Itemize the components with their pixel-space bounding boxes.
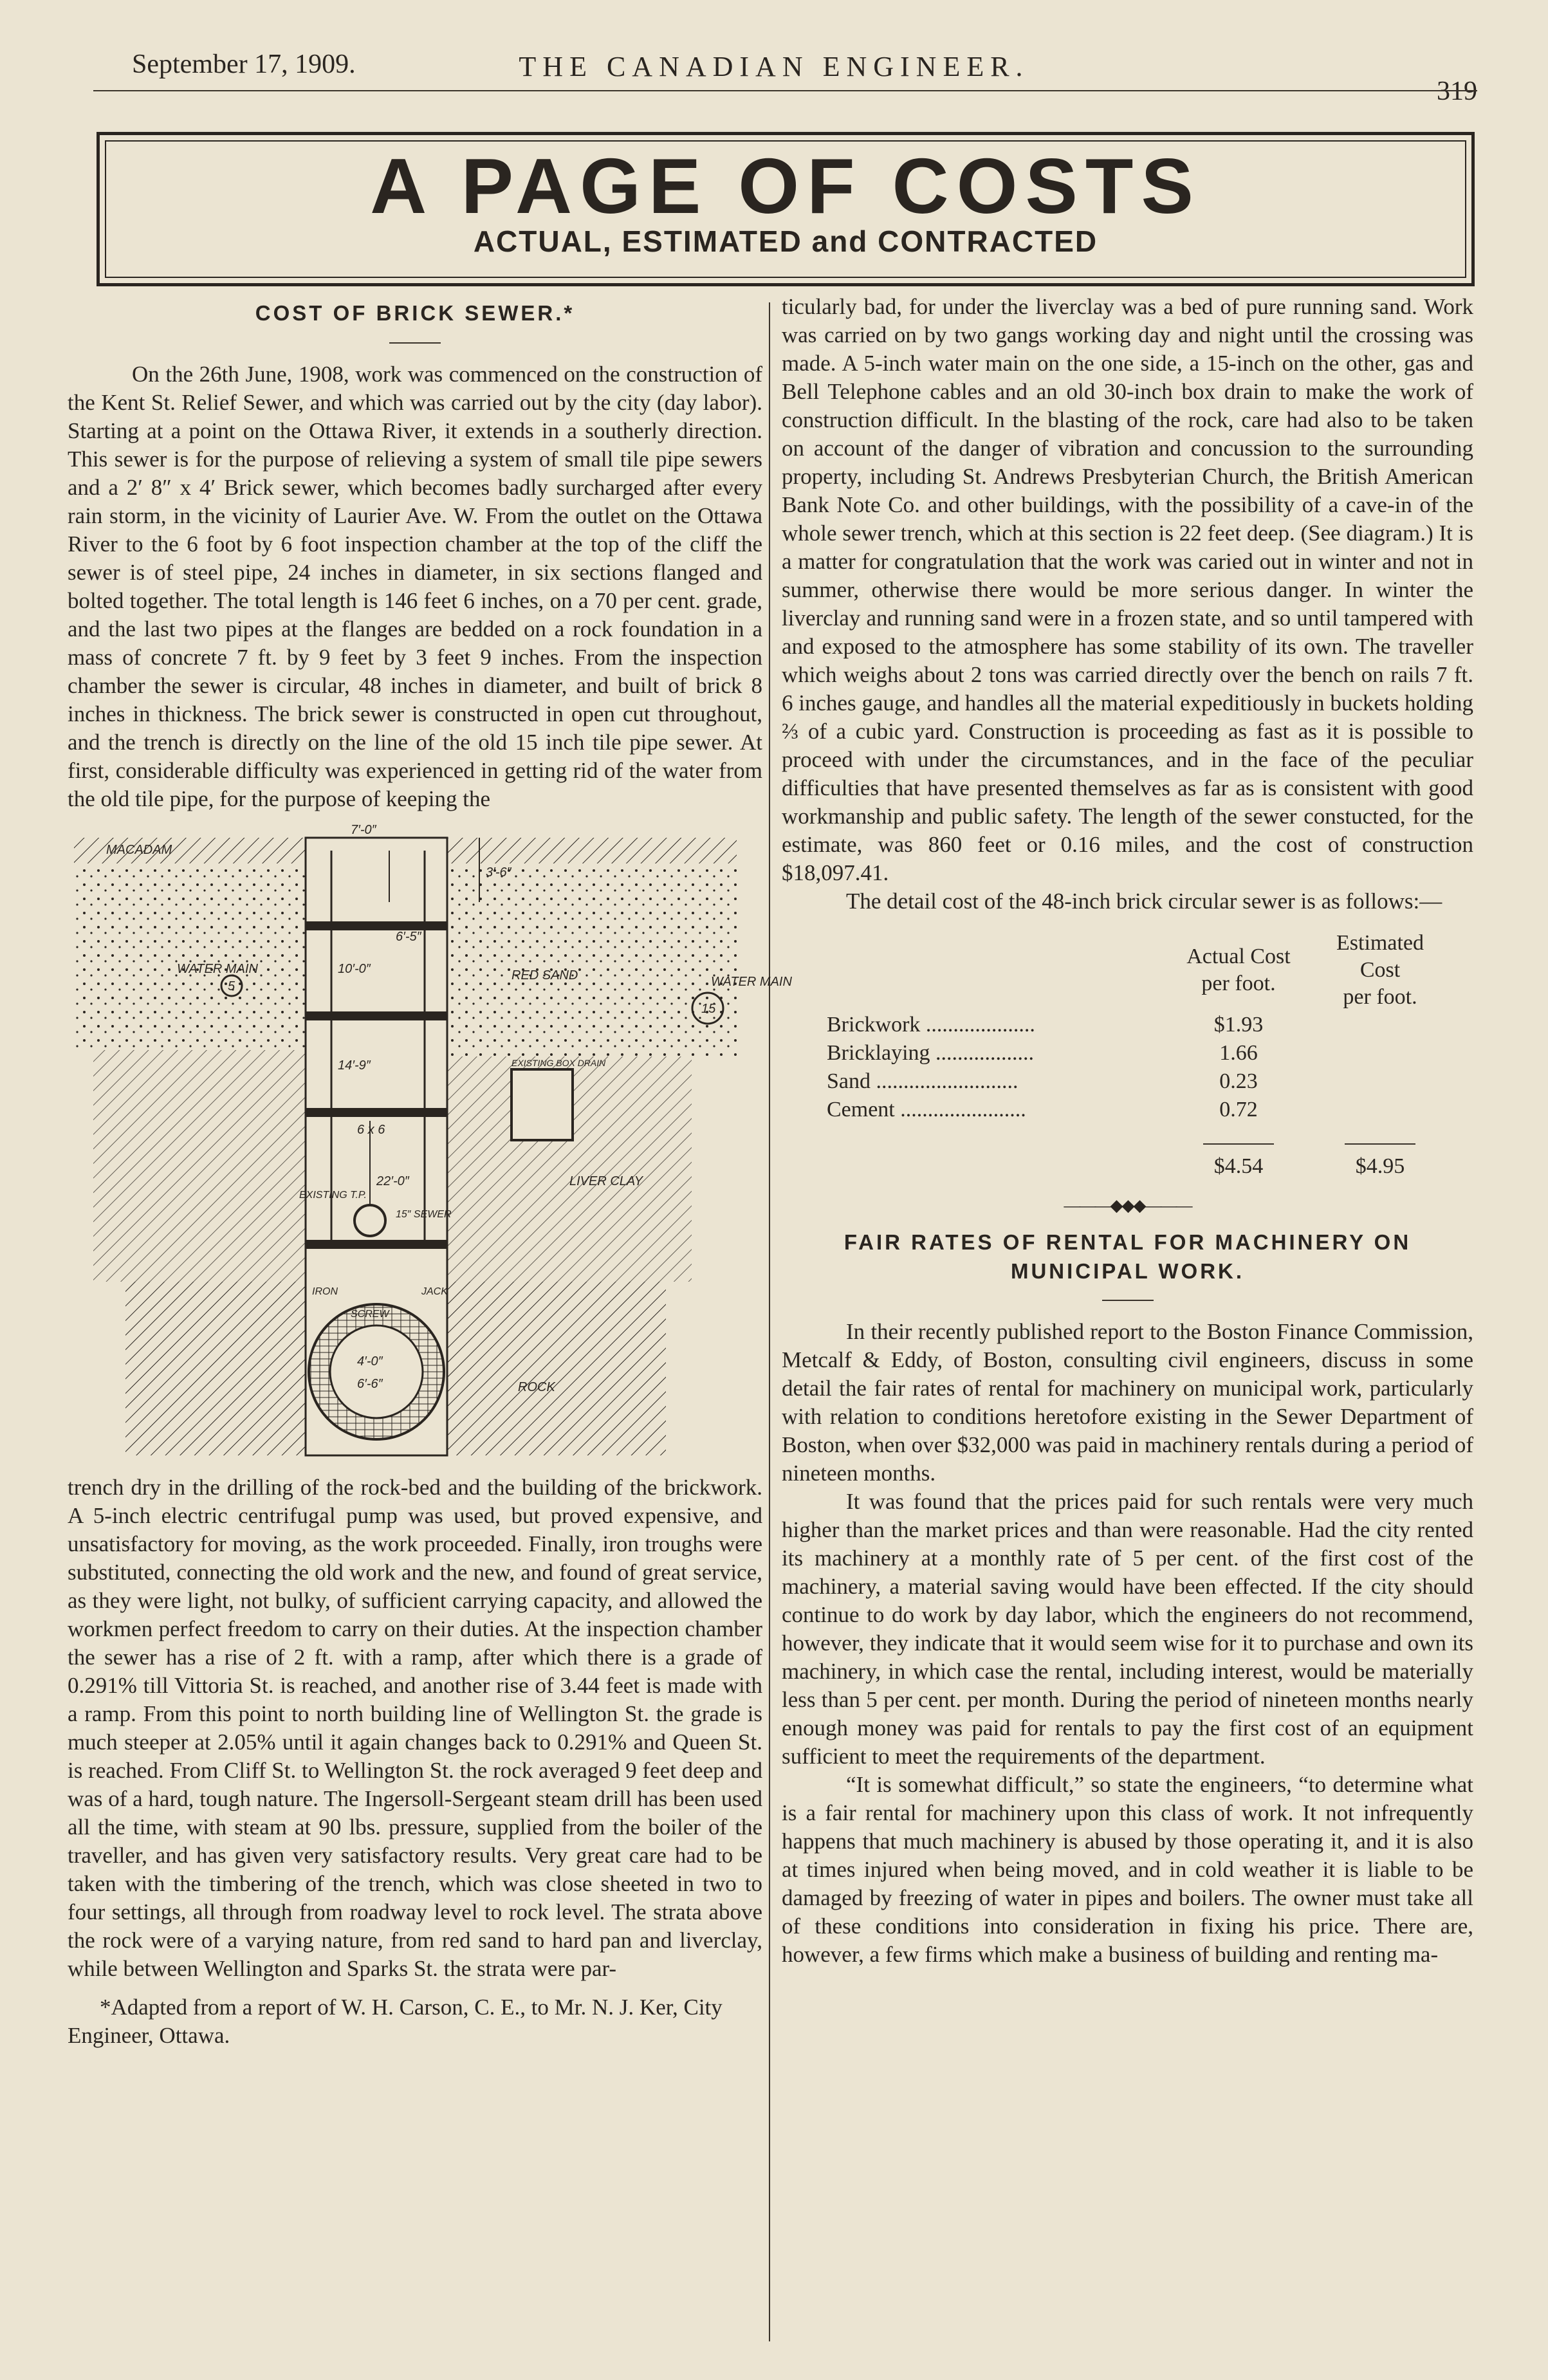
article-paragraph: On the 26th June, 1908, work was commenced on the construction of the Kent St. Relief Sewer, and which was carried out by the city (day labor). Starting at a point on the Ottawa River, it extends in a southerly direction. This sewer is for the purpose of relieving a system of small tile pipe sewers and a 2′ 8″ x 4′ Brick sewer, which becomes badly surcharged after every rain storm, in the vicinity of Laurier Ave. W. From the outlet on the Ottawa River to the 6 foot by 6 foot inspection chamber at the top of the cliff the sewer is of steel pipe, 24 inches in diameter, in six sections flanged and bolted together. The total length is 146 feet 6 inches, on a 70 per cent. grade, and the last two pipes at the flanges are bedded on a rock foundation in a mass of concrete 7 ft. by 9 feet by 3 feet 9 inches. From the inspection chamber the sewer is circular, 48 inches in diameter, and built of brick 8 inches in thickness. The brick sewer is constructed in open cut throughout, and the trench is directly on the line of the old 15 inch tile pipe sewer. At first, considerable difficulty was experienced in getting rid of the water from the old tile pipe, for the purpose of keeping the <box>68 361 762 811</box>
total-estimated: $4.95 <box>1355 1154 1405 1178</box>
label-box-drain: EXISTING BOX DRAIN <box>511 1057 606 1068</box>
label-depth-c: 6′-5″ <box>396 929 421 944</box>
label-screw: SCREW <box>351 1308 389 1320</box>
article-paragraph: The detail cost of the 48-inch brick circular sewer is as follows:— <box>846 889 1442 914</box>
label-dim-outer: 6′-6″ <box>357 1376 383 1391</box>
macadam-right <box>447 838 737 863</box>
heading-rule <box>1102 1300 1154 1301</box>
section-ornament: ———◆◆◆——— <box>1064 1196 1192 1215</box>
article-paragraph: It was found that the prices paid for such rentals were very much higher than the market prices and than were reasonable. Had the city rented its machinery at a monthly rate of 5 per cent. of the first cost of the machinery, a material saving would have been effected. If the city should continue to do work by day labor, which the engineers do not recommend, however, they indicate that it would seem wise for it to purchase and own its machinery, in which case the rental, including interest, would be materially less than 5 per cent. per month. During the period of nineteen months nearly enough money was paid for rentals to pay the first cost of an equipment sufficient to meet the requirements of the department. <box>782 1489 1473 1769</box>
label-depth-a: 3′-6″ <box>486 865 511 880</box>
running-head <box>0 44 1548 106</box>
label-depth-e: 22′-0″ <box>376 1174 409 1188</box>
col-header-estimated: Estimated Cost per foot. <box>1336 931 1424 1009</box>
sand-left <box>74 863 306 1050</box>
label-depth-b: 10′-0″ <box>338 961 371 976</box>
article-paragraph-continued: trench dry in the drilling of the rock-bed and the building of the brickwork. A 5-inch electric centrifugal pump was used, but proved expensive, and unsatisfactory for moving, as the work proceeded. Finally, iron troughs were substituted, connecting the old work and the new, and found of great service, as they were light, not bulky, of sufficient carrying capacity, and allowed the workmen perfect freedom to carry on their duties. At the inspection chamber the sewer has a rise of 2 ft. with a ramp, after which there is a grade of 0.291% till Vittoria St. is reached, and another rise of 3.44 feet is made with a ramp. From this point to north building line of Wellington St. the grade is much steeper at 2.05% until it again changes back to 0.291% and Queen St. is reached. From Cliff St. to Wellington St. the rock averaged 9 feet deep and was of a hard, tough nature. The Ingersoll-Sergeant steam drill has been used all the time, with steam at 90 lbs. pressure, supplied from the boiler of the traveller, and has given very satisfactory results. Very great care had to be taken with the timbering of the trench, which was close sheeted in two to four settings, all through from roadway level to rock level. The strata above the rock were of a varying nature, from red sand to hard pan and liverclay, while between Wellington and Sparks St. the strata were par- <box>68 1474 762 1981</box>
box-drain <box>511 1069 573 1140</box>
label-water-main-right: WATER MAIN <box>711 974 792 989</box>
label-liver-clay: LIVER CLAY <box>569 1174 643 1188</box>
existing-tile-pipe <box>355 1205 385 1236</box>
label-existing-tp: EXISTING T.P. <box>299 1189 367 1201</box>
label-chamber: 6 x 6 <box>357 1122 385 1137</box>
cost-table-header <box>820 930 1451 1011</box>
right-column <box>782 293 1473 2341</box>
section-banner <box>97 132 1475 286</box>
header-rule <box>93 90 1477 91</box>
total-rule-row <box>820 1124 1451 1152</box>
label-jack: JACK <box>421 1286 448 1297</box>
label-red-sand: RED SAND <box>511 968 578 982</box>
banner-title: A PAGE OF COSTS <box>370 142 1201 230</box>
label-sewer-15: 15″ SEWER <box>396 1208 452 1220</box>
article-heading-rental: FAIR RATES OF RENTAL FOR MACHINERY ON MUNICIPAL WORK. <box>843 1230 1412 1283</box>
table-row: Brickwork .................... $1.93 <box>827 1013 1264 1037</box>
label-water-main-left: WATER MAIN <box>177 961 258 976</box>
article-heading-brick-sewer: COST OF BRICK SEWER.* <box>255 301 575 325</box>
issue-date: September 17, 1909. <box>132 50 356 79</box>
sand-right <box>447 863 737 1056</box>
col-header-actual: Actual Cost per foot. <box>1186 945 1291 995</box>
label-rock: ROCK <box>518 1379 555 1394</box>
banner-subtitle: ACTUAL, ESTIMATED and CONTRACTED <box>473 225 1098 258</box>
label-water-main-left-size: 5 <box>228 979 235 993</box>
cost-table <box>820 930 1451 1181</box>
journal-title: THE CANADIAN ENGINEER. <box>519 51 1029 82</box>
clay-left <box>93 1050 306 1282</box>
sewer-trench-diagram <box>68 822 792 1459</box>
label-macadam: MACADAM <box>106 842 172 857</box>
article-paragraph: In their recently published report to the Boston Finance Commission, Metcalf & Eddy, of Boston, consulting civil engineers, discuss in some detail the fair rates of rental for machinery on municipal work, particularly with relation to conditions heretofore existing in the Sewer Department of Boston, when over $32,000 was paid in machinery rentals during a period of nineteen months. <box>782 1319 1473 1486</box>
label-dim-inner: 4′-0″ <box>357 1354 383 1369</box>
rock-right <box>447 1282 666 1455</box>
page-number: 319 <box>1437 77 1477 106</box>
footnote: *Adapted from a report of W. H. Carson, C. E., to Mr. N. J. Ker, City Engineer, Ottawa. <box>68 1994 723 2048</box>
table-row: Bricklaying .................. 1.66 <box>827 1041 1258 1065</box>
left-column <box>68 293 792 2341</box>
label-water-main-right-size: 15 <box>701 1001 716 1016</box>
brick-sewer-inner <box>330 1325 423 1418</box>
rock-left <box>125 1282 306 1455</box>
label-iron: IRON <box>312 1286 338 1297</box>
article-paragraph-continued: ticularly bad, for under the liverclay was a bed of pure running sand. Work was carried on by two gangs working day and night until the crossing was made. A 5-inch water main on the one side, a 15-inch on the other, gas and Bell Telephone cables and an old 30-inch box drain to make the work of construction difficult. In the blasting of the rock, care had also to be taken on account of the danger of vibration and concussion to the surrounding property, including St. Andrews Presbyterian Church, the British American Bank Note Co. and other buildings, with the possibility of a cave-in of the whole sewer trench, which at this section is 22 feet deep. (See diagram.) It is a matter for congratulation that the work was caried out in winter and not in summer, otherwise there would be more serious danger. In winter the liverclay and running sand were in a frozen state, and so until tampered with and exposed to the atmosphere has some stability of its own. The traveller which weighs about 2 tons was carried directly over the bench on rails 7 ft. 6 inches gauge, and handles all the material expeditiously in buckets holding ⅔ of a cubic yard. Construction is proceeding as fast as it is possible to proceed with under the circumstances, and in the face of the peculiar difficulties that have presented themselves as far as is consistent with good workmanship and public safety. The length of the sewer constucted, for the estimate, was 860 feet or 0.16 miles, and the cost of construction $18,097.41. <box>782 294 1474 885</box>
column-divider <box>769 302 770 2341</box>
article-paragraph: “It is somewhat difficult,” so state the engineers, “to determine what is a fair rental for machinery upon this class of work. It not infrequently happens that much machinery is abused by those operating it, and it is also at times injured when being moved, and in cold weather it is liable to be damaged by freezing of water in pipes and boilers. The owner must take all of these conditions into consideration in fixing his price. There are, however, a few firms which make a business of building and renting ma- <box>782 1772 1473 1968</box>
heading-rule <box>389 342 441 344</box>
label-depth-d: 14′-9″ <box>338 1058 371 1073</box>
table-row: Sand .......................... 0.23 <box>827 1069 1258 1093</box>
total-actual: $4.54 <box>1213 1154 1264 1178</box>
table-row: Cement ....................... 0.72 <box>827 1098 1258 1121</box>
label-width-top: 7′-0″ <box>351 822 376 837</box>
total-row <box>820 1152 1451 1181</box>
